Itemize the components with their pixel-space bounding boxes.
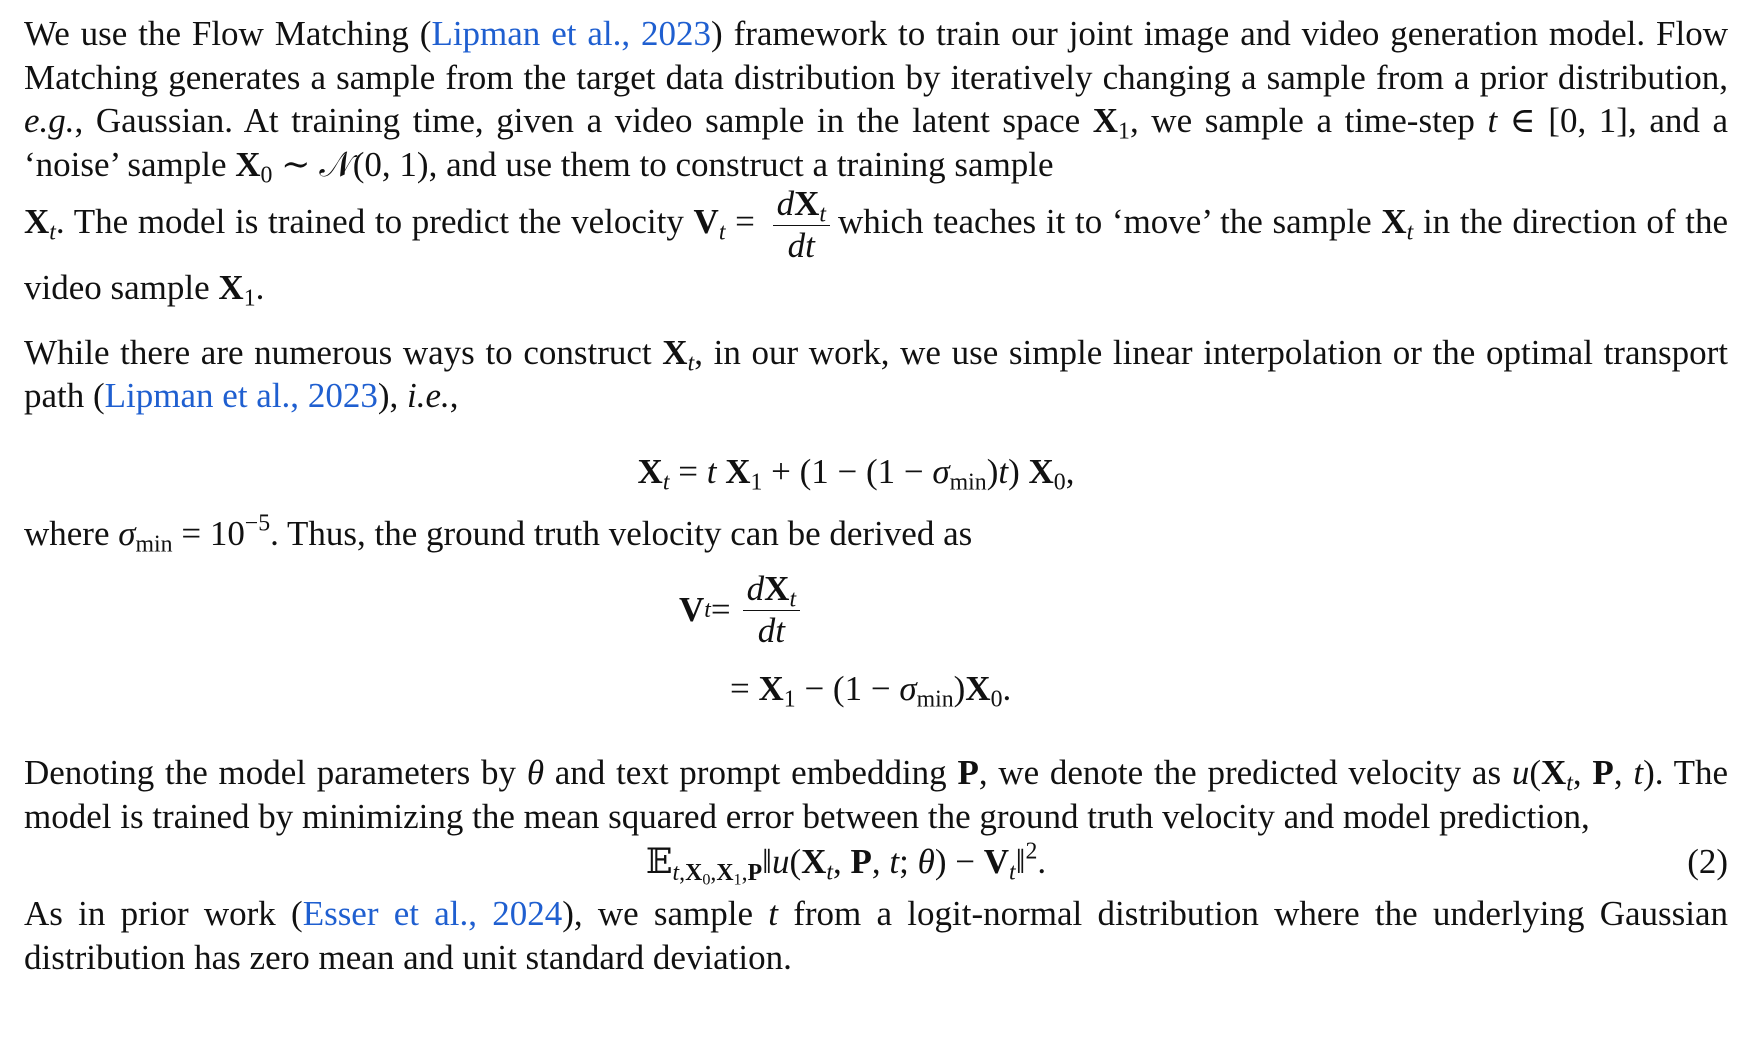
math-sub: t [826,859,834,886]
equation-loss [24,838,1728,889]
text: , and use them to construct a training sample [428,144,1054,184]
math-d: d [746,569,765,608]
text: , Gaussian. At training time, given a video sample in the latent space [74,101,1093,140]
math-paren: ) [986,451,999,491]
math-semi: ; [899,842,918,881]
math-sep: , [833,842,851,881]
text: We use the Flow Matching ( [24,14,432,53]
math-t: t [775,610,785,650]
math-sub: t [789,586,797,613]
text: , [449,376,459,415]
math-comma: , [1065,451,1075,491]
math-interval: ∈ [0, 1] [1497,101,1628,140]
math-comma: , [741,859,748,886]
citation-year: 2024 [492,894,563,933]
math-equals: = [669,451,707,491]
equation-interpolation [24,450,1728,494]
math-t: t [889,842,900,881]
text: While there are numerous ways to construct [24,332,663,372]
citation-esser-link[interactable] [303,894,563,933]
math-sub: 0 [260,162,273,189]
text: from a logit-normal distribution where the underlying Gaussian distribution has zero mean and unit standard deviation. [24,894,1729,977]
math-V: V [693,202,719,242]
math-expr: + (1 − (1 − [762,451,933,491]
math-t: t [805,225,815,265]
math-t: t [672,859,680,886]
math-sub: t [819,201,826,228]
math-t: t [1487,101,1498,140]
text: where [24,513,119,553]
math-minus: − [946,842,984,881]
citation-lipman-link[interactable] [105,376,378,415]
math-u: u [1511,753,1530,792]
math-X: X [24,202,50,242]
math-normal-dist: ∼ 𝒩(0, 1) [272,144,429,184]
text: . [255,267,265,307]
fraction-denominator [743,611,800,650]
math-paren: ( [1529,753,1541,792]
math-sigma: σ [932,451,950,491]
math-sub: 0 [990,686,1003,713]
math-X: X [1092,101,1119,140]
math-sub: t [1406,219,1414,246]
math-sub: 1 [733,871,742,889]
math-t: t [1633,753,1644,792]
text: . The model is trained to predict the velocity [55,202,694,242]
text: ), [377,376,407,415]
velocity-line [24,184,1729,312]
math-paren: ) [953,669,966,708]
math-comma: , [679,859,686,886]
text: As in prior work ( [24,894,303,933]
math-sup: −5 [244,509,271,536]
fraction-dXt-dt [773,186,830,265]
paragraph-flow-matching-intro [24,12,1728,311]
math-X: X [794,184,820,223]
math-sub: 0 [702,871,711,889]
paragraph-sigma-min [24,509,1728,558]
math-X: X [662,332,688,372]
math-theta: θ [917,842,935,881]
citation-author: Esser et al., [302,894,493,933]
fraction-denominator [773,226,830,265]
math-X: X [1028,451,1054,491]
text: , we sample a time-step [1129,101,1488,140]
math-sub: t [49,219,56,246]
math-sub: 1 [750,469,763,496]
math-sup: 2 [1025,838,1038,865]
text: , we denote the predicted velocity as [978,753,1512,792]
math-sub [672,859,763,889]
math-X: X [637,451,663,491]
math-paren: ) [934,842,947,881]
math-sub: t [687,350,695,377]
citation-lipman-link[interactable] [431,14,711,53]
math-d: d [787,225,806,265]
math-sub: min [949,469,987,496]
math-sub: 1 [783,686,796,713]
math-X: X [1381,202,1407,242]
math-equals: = [730,669,759,708]
math-X: X [725,451,751,491]
math-d: d [757,610,776,650]
math-sub: t [718,219,726,246]
math-sigma: σ [118,513,136,553]
math-d: d [776,184,795,223]
citation-author: Lipman et al., [104,376,308,415]
math-X: X [758,669,784,708]
citation-author: Lipman et al., [431,14,642,53]
fraction-dXt-dt [743,571,800,650]
math-X: X [235,144,261,184]
math-sub: t [662,469,670,496]
math-paren: ( [789,842,802,881]
citation-year: 2023 [641,14,712,53]
math-t: t [768,894,779,933]
math-norm: ‖ [1015,842,1026,881]
text: and text prompt embedding [544,753,958,792]
abbrev-eg: e.g. [24,101,75,140]
math-P: P [957,753,979,792]
math-sub: min [916,686,954,713]
equation-velocity-row1: V t = $\frac{dX_t}{dt}$ [679,571,808,650]
math-X: X [1541,753,1567,792]
math-sep: , [1613,753,1634,792]
fraction-numerator [743,571,800,611]
math-theta: θ [526,753,545,792]
equation-velocity-row2 [730,669,1012,713]
math-paren: ) [1008,451,1029,491]
math-t: t [998,451,1009,491]
text: ), we sample [562,894,769,933]
fraction-numerator [773,186,830,226]
equation-velocity [24,571,1728,721]
math-expectation: 𝔼 [645,842,673,881]
math-sub: 1 [243,285,256,312]
math-sub: 0 [1053,469,1066,496]
math-sep: , [871,842,890,881]
math-t: t [706,451,717,491]
math-sub: min [135,531,173,558]
math-P: P [850,842,872,881]
text: in the direction of the video sample [24,202,1729,307]
text: , in our work, we use simple linear interpolation or the optimal transport path ( [24,332,1728,415]
math-sub: 1 [1118,118,1130,145]
math-P: P [747,859,763,886]
math-sub: t [1566,770,1573,797]
paragraph-linear-interpolation [24,331,1728,418]
math-sigma: σ [899,669,917,708]
math-X: X [685,859,703,886]
math-X: X [716,859,734,886]
math-comma: , [710,859,717,886]
citation-year: 2023 [307,376,378,415]
math-equals: = [725,202,765,242]
paragraph-logit-normal [24,892,1728,979]
text: . The model is trained by minimizing the mean squared error between the ground truth velocity and model prediction, [24,753,1729,836]
math-X: X [218,267,244,307]
math-paren: ) [1643,753,1655,792]
math-X: X [965,669,991,708]
math-V: V [679,590,705,630]
text: , and a ‘noise’ sample [24,101,1728,184]
text: which teaches it to ‘move’ the sample [837,202,1382,242]
math-number: 10 [209,513,245,553]
math-P: P [1592,753,1614,792]
text: ) framework to train our joint image and video generation model. Flow Matching generates a sample from the target data distribution by iteratively changing a sample from a prior distribution, [24,14,1728,97]
math-equals: = [710,590,731,630]
math-X: X [801,842,827,881]
math-u: u [771,842,790,881]
math-sep: , [1572,753,1593,792]
text: Denoting the model parameters by [24,753,527,792]
math-sub: t [1009,859,1016,886]
paragraph-model-parameters [24,751,1728,838]
math-equals: = [172,513,210,553]
math-expr: − (1 − [795,669,900,708]
math-X: X [764,569,790,608]
equation-number: (2) [1687,842,1728,881]
abbrev-ie: i.e. [406,376,450,415]
math-norm: ‖ [762,842,772,881]
math-period: . [1002,669,1012,708]
text: . Thus, the ground truth velocity can be derived as [270,513,973,553]
math-period: . [1037,842,1047,881]
math-V: V [983,842,1010,881]
